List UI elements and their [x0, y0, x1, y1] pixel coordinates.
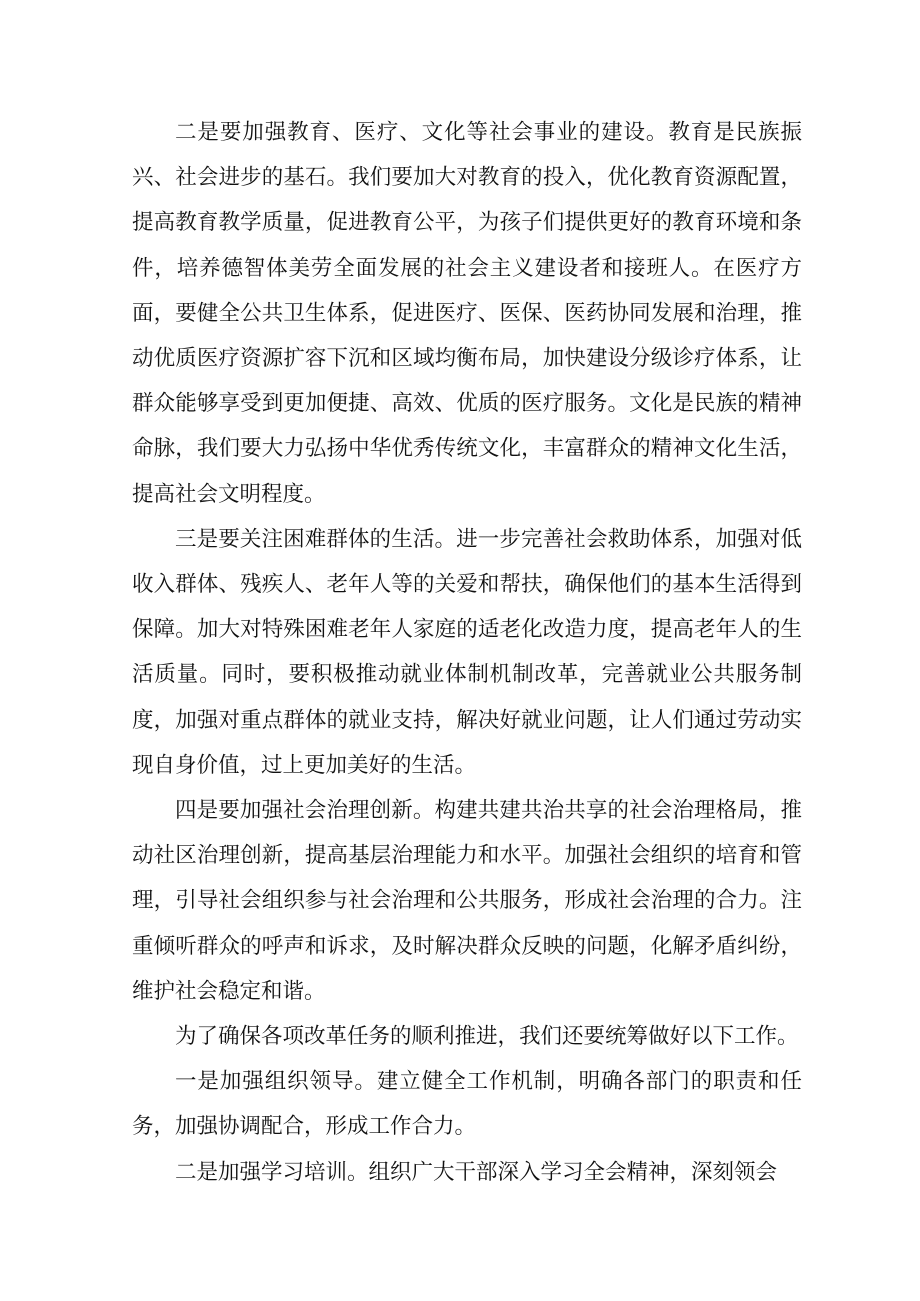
paragraph-social-governance: 四是要加强社会治理创新。构建共建共治共享的社会治理格局，推动社区治理创新，提高基层治理能力和水平。加强社会组织的培育和管理，引导社会组织参与社会治理和公共服务，形成社会治理的合力。注重倾听群众的呼声和诉求，及时解决群众反映的问题，化解矛盾纠纷，维护社会稳定和谐。 — [132, 798, 802, 1004]
paragraph-social-undertakings: 二是要加强教育、医疗、文化等社会事业的建设。教育是民族振兴、社会进步的基石。我们要加大对教育的投入，优化教育资源配置，提高教育教学质量，促进教育公平，为孩子们提供更好的教育环境和条件，培养德智体美劳全面发展的社会主义建设者和接班人。在医疗方面，要健全公共卫生体系，促进医疗、医保、医药协同发展和治理，推动优质医疗资源扩容下沉和区域均衡布局，加快建设分级诊疗体系，让群众能够享受到更加便捷、高效、优质的医疗服务。文化是民族的精神命脉，我们要大力弘扬中华优秀传统文化，丰富群众的精神文化生活，提高社会文明程度。 — [132, 120, 802, 507]
document-body — [132, 110, 802, 1195]
paragraph-study-training: 二是加强学习培训。组织广大干部深入学习全会精神，深刻领会 — [175, 1159, 778, 1185]
paragraph-organizational-leadership: 一是加强组织领导。建立健全工作机制，明确各部门的职责和任务，加强协调配合，形成工作合力。 — [132, 1069, 802, 1140]
paragraph-work-intro: 为了确保各项改革任务的顺利推进，我们还要统筹做好以下工作。 — [175, 1024, 799, 1050]
paragraph-vulnerable-groups: 三是要关注困难群体的生活。进一步完善社会救助体系，加强对低收入群体、残疾人、老年人等的关爱和帮扶，确保他们的基本生活得到保障。加大对特殊困难老年人家庭的适老化改造力度，提高老年人的生活质量。同时，要积极推动就业体制机制改革，完善就业公共服务制度，加强对重点群体的就业支持，解决好就业问题，让人们通过劳动实现自身价值，过上更加美好的生活。 — [132, 526, 802, 778]
